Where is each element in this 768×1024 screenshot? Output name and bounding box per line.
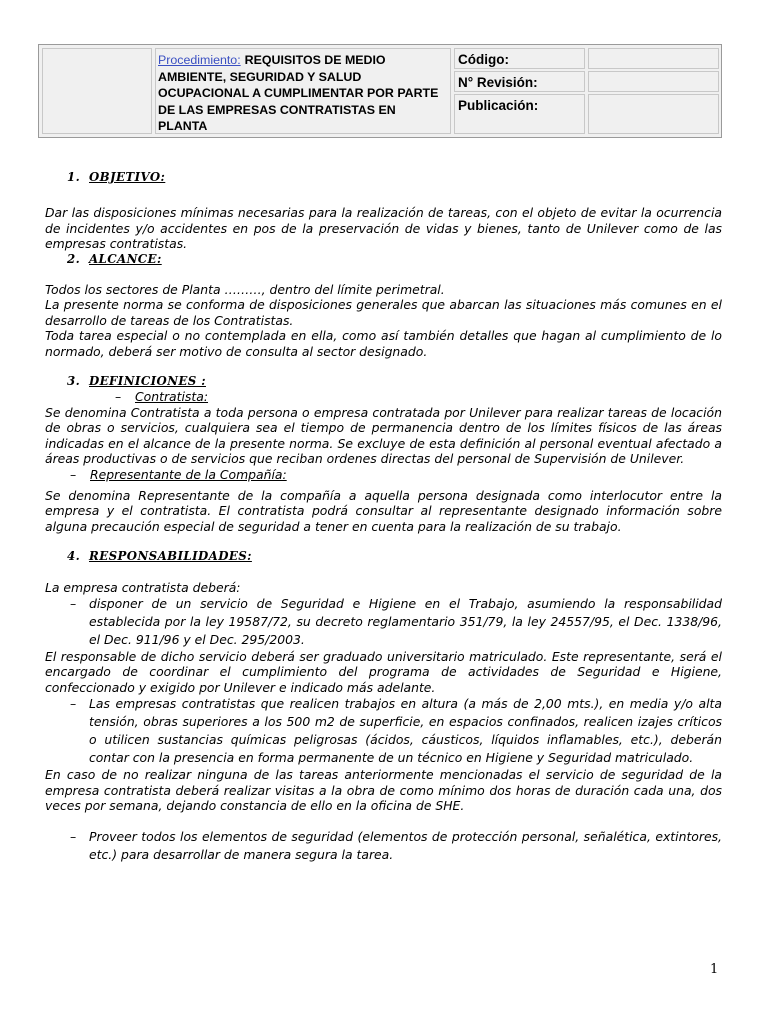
section-number: 2. (67, 251, 81, 266)
section-heading-alcance (67, 252, 722, 267)
code-label: Código: (454, 48, 585, 69)
definition-contratista-paragraph: Se denomina Contratista a toda persona o empresa contratada por Unilever para realizar tareas de locación de obras o servicios, cualquiera sea el tiempo de permanencia dentro de los límites físicos de las áreas indicadas en el alcance de la presente norma. Se excluye de esta definición al personal eventual afectado a áreas productivas o de servicios que reciban ordenes directas del personal de Supervisión de Unilever. (45, 404, 722, 467)
section-heading-responsabilidades (67, 549, 722, 564)
list-item-text: Proveer todos los elementos de seguridad (elementos de protección personal, señalética, extintores, etc.) para desarrollar de manera segura la tarea. (89, 829, 722, 863)
definition-representante-paragraph: Se denomina Representante de la compañía a aquella persona designada como interlocutor entre la empresa y el contratista. El contratista podrá consultar al representante designado información sobre alguna precaución especial de seguridad a tener en cuenta para la realización de su trabajo. (45, 487, 722, 534)
list-item (45, 695, 722, 767)
document-title: REQUISITOS DE MEDIO AMBIENTE, SEGURIDAD Y SALUD OCUPACIONAL A CUMPLIMENTAR POR PARTE DE LAS EMPRESAS CONTRATISTAS EN PLANTA (158, 53, 439, 133)
alcance-paragraph-2: La presente norma se conforma de disposiciones generales que abarcan las situaciones más comunes en el desarrollo de tareas de los Contratistas. (45, 297, 722, 328)
responsabilidades-intro: La empresa contratista deberá: (45, 579, 241, 595)
page-number: 1 (710, 962, 719, 977)
section-number: 3. (67, 374, 81, 389)
publication-label: Publicación: (454, 94, 585, 134)
definition-term: Representante de la Compañía: (90, 466, 287, 482)
list-item-text: disponer de un servicio de Seguridad e Higiene en el Trabajo, asumiendo la responsabilidad establecida por la ley 19587/72, su decreto reglamentario 351/79, la ley 24557/95, el Dec. 1338/96, el Dec. 911/96 y el Dec. 295/2003. (89, 595, 722, 647)
code-value-cell (588, 48, 719, 69)
procedure-link[interactable]: Procedimiento: (158, 53, 241, 67)
dash-bullet: – (70, 829, 77, 845)
header-table (38, 44, 722, 138)
publication-value-cell (588, 94, 719, 134)
dash-bullet: – (70, 696, 77, 712)
section-heading-objetivo (67, 170, 722, 185)
section-number: 1. (67, 170, 81, 184)
list-item-text: Las empresas contratistas que realicen trabajos en altura (a más de 2,00 mts.), en media y/o alta tensión, obras superiores a los 500 m2 de superficie, en espacios confinados, realicen izajes críticos o utilicen sustancias químicas peligrosas (ácidos, cáusticos, líquidos inflamables, etc.), deberán contar con la presencia en forma permanente de un técnico en Higiene y Seguridad matriculado. (89, 696, 722, 766)
section-title: OBJETIVO: (89, 170, 166, 184)
section-title: DEFINICIONES : (89, 374, 206, 389)
section-heading-definiciones (67, 374, 722, 389)
responsabilidades-paragraph-2: En caso de no realizar ninguna de las tareas anteriormente mencionadas el servicio de seguridad de la empresa contratista deberá realizar visitas a la obra de como mínimo dos horas de duración cada una, dos veces por semana, dejando constancia de ello en la oficina de SHE. (45, 767, 722, 813)
revision-label: N° Revisión: (454, 71, 585, 92)
list-item (45, 828, 722, 864)
dash-bullet: – (70, 466, 77, 482)
section-title: ALCANCE: (89, 251, 162, 266)
logo-cell (42, 48, 152, 134)
objetivo-paragraph: Dar las disposiciones mínimas necesarias para la realización de tareas, con el objeto de evitar la ocurrencia de incidentes y/o accidentes en pos de la preservación de vidas y bienes, tanto de Unilever como de las empresas contratistas. (45, 205, 722, 252)
definition-term: Contratista: (135, 389, 209, 405)
dash-bullet: – (115, 389, 122, 405)
section-title: RESPONSABILIDADES: (89, 549, 252, 564)
list-item (45, 595, 722, 649)
dash-bullet: – (70, 595, 77, 611)
document-body (45, 170, 722, 864)
section-number: 4. (67, 549, 81, 564)
document-title-cell (155, 48, 451, 134)
definition-contratista-heading (45, 389, 722, 404)
alcance-paragraph-1: Todos los sectores de Planta ………, dentro del límite perimetral. (45, 282, 445, 298)
revision-value-cell (588, 71, 719, 92)
alcance-paragraph-3: Toda tarea especial o no contemplada en ella, como así también detalles que hagan al cumplimiento de lo normado, deberá ser motivo de consulta al sector designado. (45, 328, 722, 359)
responsabilidades-paragraph-1: El responsable de dicho servicio deberá ser graduado universitario matriculado. Este representante, será el encargado de coordinar el cumplimiento del programa de actividades de Seguridad e Higiene, confeccionado y exigido por Unilever e indicado más adelante. (45, 648, 722, 695)
definition-representante-heading (45, 467, 722, 482)
